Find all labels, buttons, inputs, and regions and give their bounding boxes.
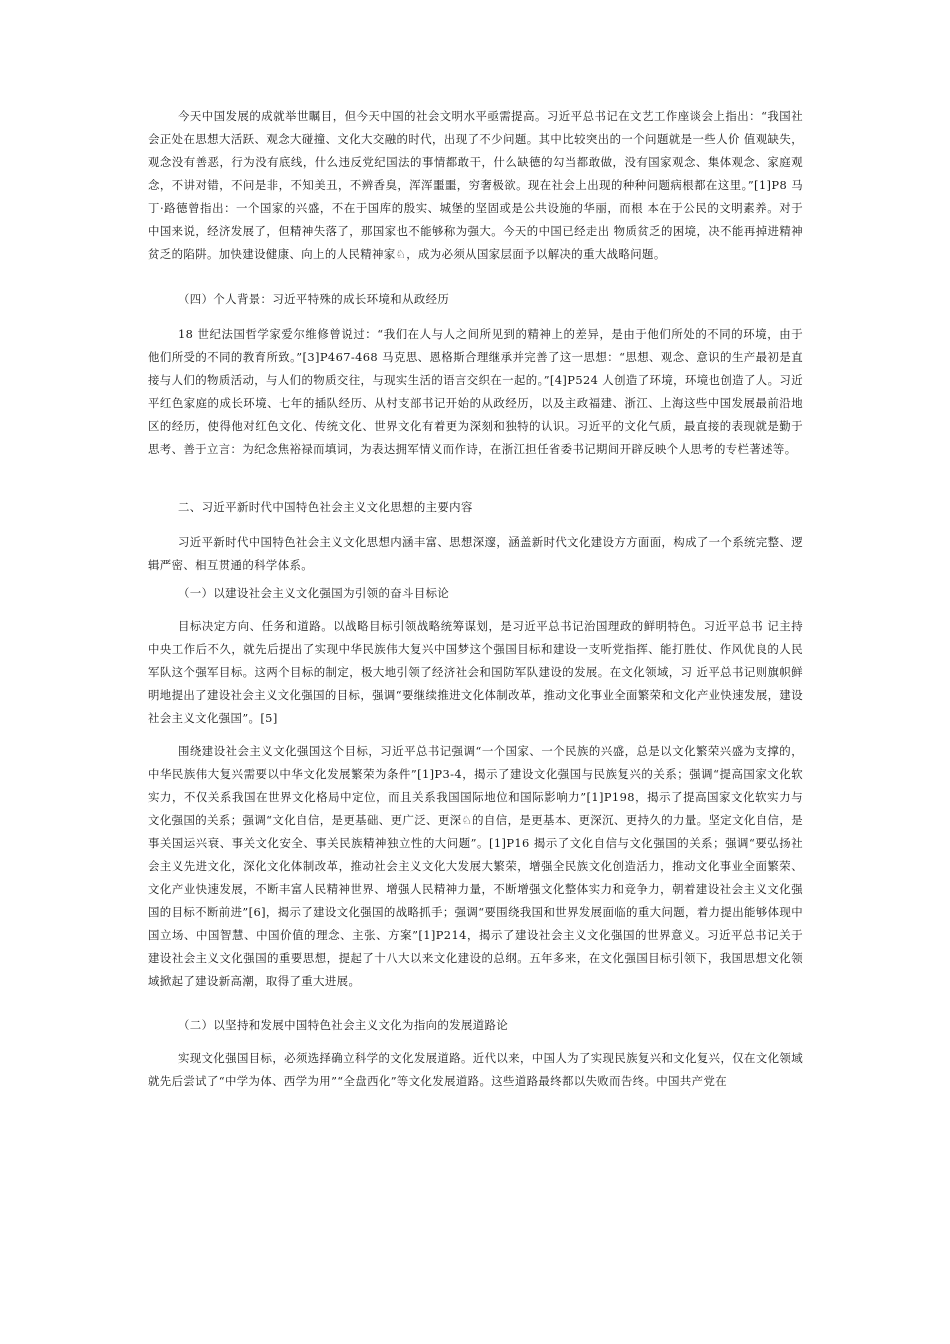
section-heading-goal-theory: （一）以建设社会主义文化强国为引领的奋斗目标论 — [178, 586, 450, 600]
section-heading-development-path: （二）以坚持和发展中国特色社会主义文化为指向的发展道路论 — [178, 1018, 509, 1032]
section-heading-personal-background: （四）个人背景：习近平特殊的成长环境和从政经历 — [178, 292, 450, 306]
paragraph-social-civilization: 今天中国发展的成就举世瞩目，但今天中国的社会文明水平亟需提高。习近平总书记在文艺工作座谈会上指出：“我国社会正处在思想大活跃、观念大碰撞、文化大交融的时代，出现了不少问题。其中比较突出的一个问题就是一些人价 值观缺失，观念没有善恶，行为没有底线，什么违反党纪国法的事情都敢干，什么缺德的勾当都敢做，没有国家观念、集体观念、家庭观念，不讲对错，不问是非，不知美丑，不辨香臭，浑浑噩噩，穷奢极欲。现在社会上出现的种种问题病根都在这里。”[1]P8 马丁·路德曾指出：一个国家的兴盛，不在于国库的殷实、城堡的坚固或是公共设施的华丽，而根 本在于公民的文明素养。对于中国来说，经济发展了，但精神失落了，那国家也不能够称为强大。今天的中国已经走出 物质贫乏的困境，决不能再掉进精神贫乏的陷阱。加快建设健康、向上的人民精神家♘，成为必须从国家层面予以解决的重大战略问题。 — [148, 109, 803, 261]
paragraph-system-overview: 习近平新时代中国特色社会主义文化思想内涵丰富、思想深邃，涵盖新时代文化建设方方面面，构成了一个系统完整、逻辑严密、相互贯通的科学体系。 — [148, 535, 803, 572]
paragraph-helvetius: 18 世纪法国哲学家爱尔维修曾说过：“我们在人与人之间所见到的精神上的差异，是由于他们所处的不同的环境，由于他们所受的不同的教育所致。”[3]P467-468 马克思、恩格斯合理继承并完善了这一思想：“思想、观念、意识的生产最初是直接与人们的物质活动，与人们的物质交往，与现实生活的语言交织在一起的。”[4]P524 人创造了环境，环境也创造了人。习近平红色家庭的成长环境、七年的插队经历、从村支部书记开始的从政经历，以及主政福建、浙江、上海这些中国发展最前沿地区的经历，使得他对红色文化、传统文化、世界文化有着更为深刻和独特的认识。习近平的文化气质，最直接的表现就是勤于思考、善于立言：为纪念焦裕禄而填词，为表达拥军情义而作诗，在浙江担任省委书记期间开辟反映个人思考的专栏著述等。 — [148, 327, 803, 456]
section-heading-main-content: 二、习近平新时代中国特色社会主义文化思想的主要内容 — [178, 500, 473, 514]
paragraph-cultural-path: 实现文化强国目标，必须选择确立科学的文化发展道路。近代以来，中国人为了实现民族复兴和文化复兴，仅在文化领域就先后尝试了“中学为体、西学为用”“全盘西化”等文化发展道路。这些道路最终都以失败而告终。中国共产党在 — [148, 1051, 803, 1088]
paragraph-goal-direction: 目标决定方向、任务和道路。以战略目标引领战略统筹谋划，是习近平总书记治国理政的鲜明特色。习近平总书 记主持中央工作后不久，就先后提出了实现中华民族伟大复兴中国梦这个强国目标和建设一支听党指挥、能打胜仗、作风优良的人民军队这个强军目标。这两个目标的制定，极大地引领了经济社会和国防军队建设的发展。在文化领域，习 近平总书记则旗帜鲜明地提出了建设社会主义文化强国的目标，强调“要继续推进文化体制改革，推动文化事业全面繁荣和文化产业快速发展，建设社会主义文化强国”。[5] — [148, 619, 803, 725]
paragraph-cultural-power: 围绕建设社会主义文化强国这个目标，习近平总书记强调“一个国家、一个民族的兴盛，总是以文化繁荣兴盛为支撑的，中华民族伟大复兴需要以中华文化发展繁荣为条件”[1]P3-4，揭示了建设文化强国与民族复兴的关系；强调“提高国家文化软实力，不仅关系我国在世界文化格局中定位，而且关系我国国际地位和国际影响力”[1]P198，揭示了提高国家文化软实力与文化强国的关系；强调“文化自信，是更基础、更广泛、更深♘的自信，是更基本、更深沉、更持久的力量。坚定文化自信，是事关国运兴衰、事关文化安全、事关民族精神独立性的大问题”。[1]P16 揭示了文化自信与文化强国的关系；强调“要弘扬社会主义先进文化，深化文化体制改革，推动社会主义文化大发展大繁荣，增强全民族文化创造活力，推动文化事业全面繁荣、文化产业快速发展，不断丰富人民精神世界、增强人民精神力量，不断增强文化整体实力和竞争力，朝着建设社会主义文化强国的目标不断前进”[6]，揭示了建设文化强国的战略抓手；强调“要围绕我国和世界发展面临的重大问题，着力提出能够体现中国立场、中国智慧、中国价值的理念、主张、方案”[1]P214，揭示了建设社会主义文化强国的世界意义。习近平总书记关于建设社会主义文化强国的重要思想，提起了十八大以来文化建设的总纲。五年多来，在文化强国目标引领下，我国思想文化领域掀起了建设新高潮，取得了重大进展。 — [148, 744, 803, 988]
